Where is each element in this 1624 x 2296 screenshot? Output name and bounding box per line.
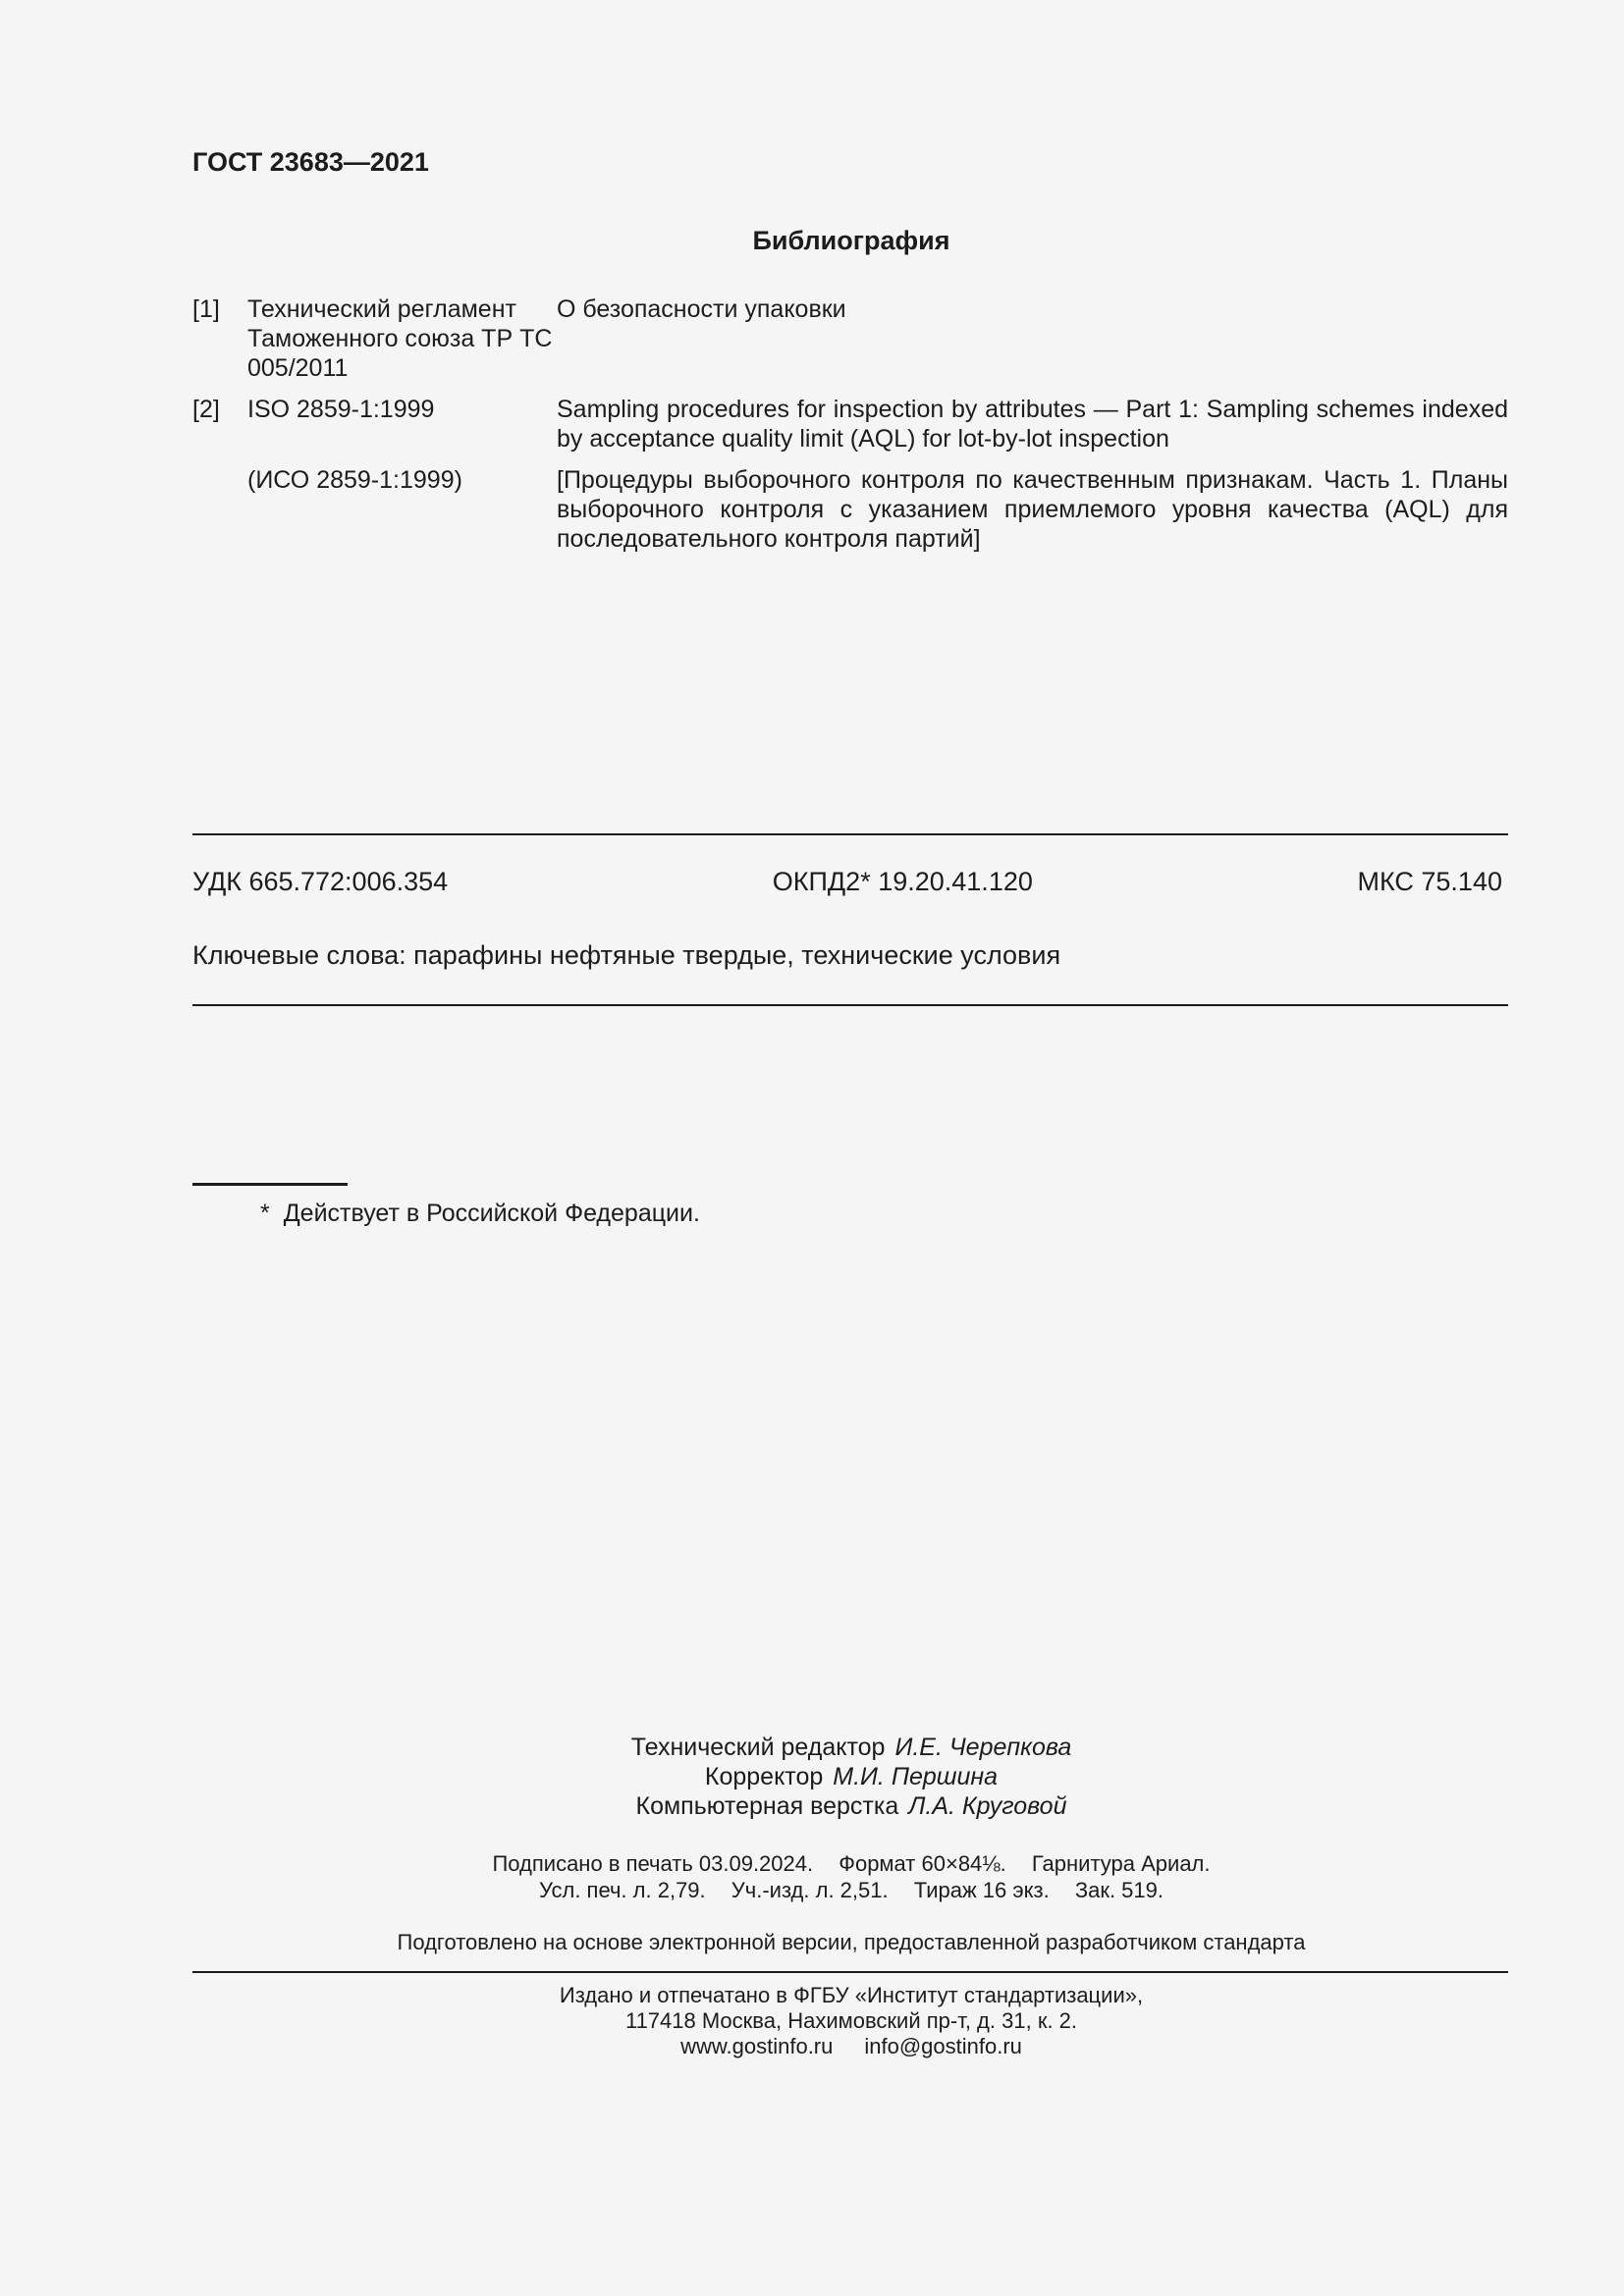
credit-role: Компьютерная верстка (635, 1792, 899, 1820)
udk-code: УДК 665.772:006.354 (192, 867, 449, 896)
credit-line (0, 1762, 1624, 1791)
classification-line (192, 867, 1502, 897)
credit-line (0, 1791, 1624, 1821)
publisher-contacts (0, 2034, 1624, 2059)
bibliography-entry (192, 465, 1508, 554)
credit-line (0, 1733, 1624, 1762)
document-id: ГОСТ 23683—2021 (192, 147, 429, 177)
entry-document: ISO 2859-1:1999 (247, 396, 435, 423)
footnote-mark: * (260, 1200, 270, 1227)
entry-document: Технический регламент Таможенного союза ТР ТС 005/2011 (247, 295, 553, 382)
credits (0, 1733, 1624, 1821)
website-link[interactable]: www.gostinfo.ru (680, 2034, 834, 2058)
footnote-divider (192, 1183, 348, 1186)
divider-bottom (192, 1971, 1508, 1973)
credit-role: Технический редактор (630, 1734, 886, 1761)
publisher-info (0, 1983, 1624, 2059)
entry-number (192, 465, 247, 554)
signed-date: Подписано в печать 03.09.2024. (492, 1851, 814, 1876)
credit-role: Корректор (704, 1763, 824, 1790)
entry-title: [Процедуры выборочного контроля по качественным признакам. Часть 1. Планы выборочного контроля с указанием приемлемого уровня качества (AQL) для последовательного контроля партий] (557, 466, 1508, 553)
footnote-text: Действует в Российской Федерации. (283, 1200, 700, 1227)
bibliography-entry (192, 395, 1508, 454)
order-number: Зак. 519. (1074, 1878, 1164, 1902)
print-info-line (0, 1877, 1624, 1903)
keywords: Ключевые слова: парафины нефтяные твердые, технические условия (192, 940, 1061, 970)
entry-number: [2] (192, 396, 220, 423)
publisher-address: 117418 Москва, Нахимовский пр-т, д. 31, к. 2. (624, 2008, 1078, 2033)
print-run: Тираж 16 экз. (913, 1878, 1050, 1902)
entry-title: Sampling procedures for inspection by attributes — Part 1: Sampling schemes indexed by acceptance quality limit (AQL) for lot-by-lot inspection (557, 396, 1508, 453)
divider-top (192, 833, 1508, 835)
bibliography-list (192, 294, 1508, 565)
bibliography-entry (192, 294, 1508, 383)
print-info-line (0, 1850, 1624, 1877)
bibliography-title: Библиография (752, 226, 950, 255)
mks-code: МКС 75.140 (1357, 867, 1502, 896)
paper-format: Формат 60×84⅛. (839, 1851, 1006, 1876)
entry-document: (ИСО 2859-1:1999) (247, 466, 462, 494)
print-sheets: Усл. печ. л. 2,79. (538, 1878, 706, 1902)
credit-name: И.Е. Черепкова (894, 1734, 1072, 1761)
credit-name: Л.А. Круговой (908, 1792, 1067, 1820)
prepared-note: Подготовлено на основе электронной версии, предоставленной разработчиком стандарта (397, 1930, 1306, 1954)
publisher-name: Издано и отпечатано в ФГБУ «Институт стандартизации», (559, 1983, 1144, 2007)
footnote (260, 1200, 700, 1228)
entry-number: [1] (192, 295, 220, 323)
credit-name: М.И. Першина (833, 1763, 999, 1790)
typeface: Гарнитура Ариал. (1031, 1851, 1211, 1876)
divider-middle (192, 1004, 1508, 1006)
print-info (0, 1850, 1624, 1903)
publication-sheets: Уч.-изд. л. 2,51. (731, 1878, 889, 1902)
okpd-code: ОКПД2* 19.20.41.120 (772, 867, 1033, 896)
entry-title: О безопасности упаковки (557, 295, 846, 323)
email-link[interactable]: info@gostinfo.ru (864, 2034, 1022, 2058)
